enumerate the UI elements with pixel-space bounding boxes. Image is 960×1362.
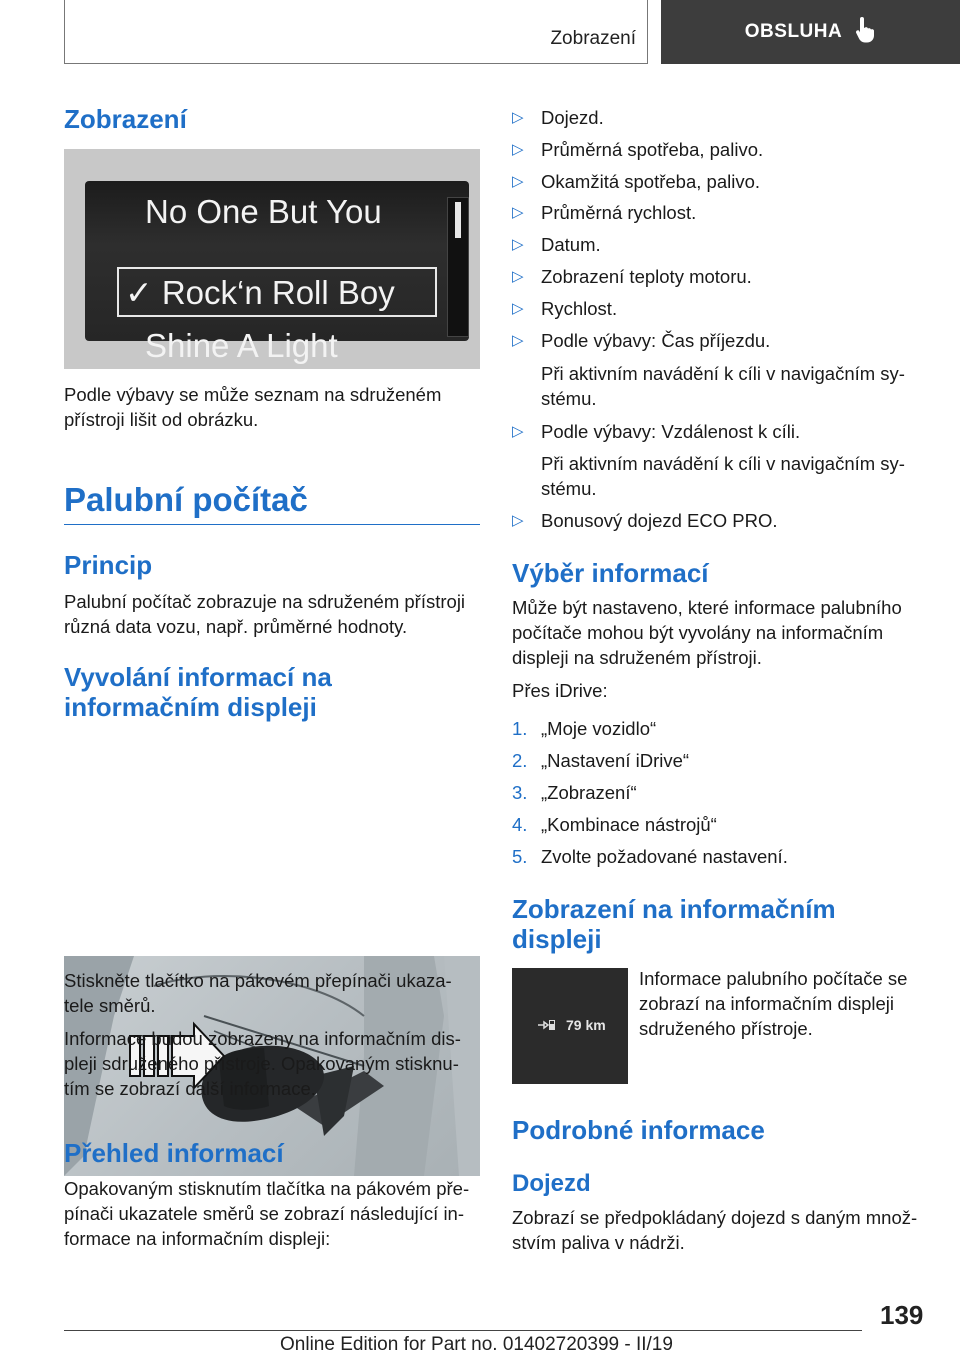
list-item: 5. Zvolte požadované nastavení. <box>512 846 788 867</box>
triangle-bullet-icon: ▷ <box>512 204 524 221</box>
radio-list-image <box>64 149 480 369</box>
list-item: 1. „Moje vozidlo“ <box>512 718 657 739</box>
overview-title: Přehled informací <box>64 1138 284 1168</box>
show-title-line1: Zobrazení na informačním <box>512 894 836 924</box>
triangle-bullet-icon: ▷ <box>512 300 524 317</box>
list-item: 4. „Kombinace nástrojů“ <box>512 814 717 835</box>
show-title-line2: displeji <box>512 924 602 954</box>
mini-display-value: 79 km <box>566 1017 606 1033</box>
nav-note-2-line2: stému. <box>541 478 597 499</box>
radio-line-1: No One But You <box>145 193 382 230</box>
header-chapter-label: OBSLUHA <box>744 21 843 42</box>
nav-note-1-line1: Při aktivním navádění k cíli v navigačním sy- <box>541 363 905 384</box>
show-text-line3: sdruženého přístroje. <box>639 1018 813 1039</box>
principle-title: Princip <box>64 550 153 580</box>
call-text1-line1: Stiskněte tlačítko na pákovém přepínači ukaza- <box>64 970 452 991</box>
triangle-bullet-icon: ▷ <box>512 109 524 126</box>
select-title: Výběr informací <box>512 558 709 588</box>
select-line3: displeji na sdruženém přístroji. <box>512 647 762 668</box>
list-item: 2. „Nastavení iDrive“ <box>512 750 690 771</box>
triangle-bullet-icon: ▷ <box>512 173 524 190</box>
section-title-display: Zobrazení <box>64 104 187 134</box>
range-title: Dojezd <box>512 1170 591 1197</box>
detail-title: Podrobné informace <box>512 1115 765 1145</box>
radio-screen <box>85 181 469 364</box>
overview-line2: pínači ukazatele směrů se zobrazí následující in- <box>64 1203 465 1224</box>
triangle-bullet-icon: ▷ <box>512 268 524 285</box>
show-text-line1: Informace palubního počítače se <box>639 968 908 989</box>
select-line2: počítače mohou být vyvolány na informačním <box>512 622 884 643</box>
triangle-bullet-icon: ▷ <box>512 512 524 529</box>
chapter-title: Palubní počítač <box>64 480 480 525</box>
radio-line-3: Shine A Light <box>145 327 338 364</box>
list-item: 3. „Zobrazení“ <box>512 782 637 803</box>
call-title-line2: informačním displeji <box>64 692 317 722</box>
call-text1-line2: tele směrů. <box>64 995 156 1016</box>
via-idrive: Přes iDrive: <box>512 680 608 701</box>
overview-line3: formace na informačním displeji: <box>64 1228 331 1249</box>
footer-edition: Online Edition for Part no. 01402720399 - II/19 <box>280 1334 673 1355</box>
triangle-bullet-icon: ▷ <box>512 423 524 440</box>
triangle-bullet-icon: ▷ <box>512 332 524 349</box>
mini-display-image <box>512 968 628 1084</box>
range-line1: Zobrazí se předpokládaný dojezd s daným množ- <box>512 1207 918 1228</box>
radio-line-2: ✓ Rock‘n Roll Boy <box>125 274 395 311</box>
footer-divider <box>64 1330 862 1331</box>
fuel-pump-icon <box>538 1018 558 1037</box>
show-text-line2: zobrazí na informačním displeji <box>639 993 894 1014</box>
right-column: ▷ Dojezd. ▷ Průměrná spotřeba, palivo. ▷ Okamžitá spotřeba, palivo. ▷ Průměrná rychlost. ▷ Datum. ▷ Zobrazení teploty motoru. ▷ Rychlost. ▷ Podle výbavy: Čas příjezdu. Při aktivním navádění k cíli v navigačním sy- stému. ▷ Podle výbavy: Vzdálenost k cíli. Při aktivním navádění k cíli v navigačním sy- stému. ▷ Bonusový dojezd ECO PRO. Výběr informací Může být nastaveno, které informace palubního počítače mohou být vyvolány na informačním displeji na sdruženém přístroji. Přes iDrive: 1. „Moje vozidlo“ 2. „Nastavení iDrive“ 3. „Zobrazení“ 4. „Kombinace nástrojů“ 5. Zvolte požadované nastavení. Zobrazení na informačním displeji 79 km Informace palubního počítače se zobrazí na informačním displeji sdruženého přístroje. Podrobné informace Dojezd Zobrazí se předpokládaný dojezd s daným množ- stvím paliva v nádrži. <box>512 0 926 1300</box>
principle-text: Palubní počítač zobrazuje na sdruženém přístroji různá data vozu, např. průměrné hodnoty. <box>64 591 466 637</box>
radio-scrollbar <box>447 197 469 337</box>
call-text2-line3: tím se zobrazí další informace. <box>64 1078 316 1099</box>
nav-note-2-line1: Při aktivním navádění k cíli v navigačním sy- <box>541 453 905 474</box>
range-line2: stvím paliva v nádrži. <box>512 1232 685 1253</box>
call-title-line1: Vyvolání informací na <box>64 662 332 692</box>
overview-line1: Opakovaným stisknutím tlačítka na pákovém pře- <box>64 1178 470 1199</box>
triangle-bullet-icon: ▷ <box>512 236 524 253</box>
header-section-title: Zobrazení <box>550 28 636 49</box>
nav-note-1-line2: stému. <box>541 388 597 409</box>
call-text2-line1: Informace budou zobrazeny na informačním dis- <box>64 1028 461 1049</box>
page-number: 139 <box>880 1300 924 1330</box>
select-line1: Může být nastaveno, které informace palubního <box>512 597 902 618</box>
call-text2-line2: pleji sdruženého přístroje. Opakovaným stisknu- <box>64 1053 459 1074</box>
display-note: Podle výbavy se může seznam na sdruženém přístroji lišit od obrázku. <box>64 384 442 430</box>
triangle-bullet-icon: ▷ <box>512 141 524 158</box>
